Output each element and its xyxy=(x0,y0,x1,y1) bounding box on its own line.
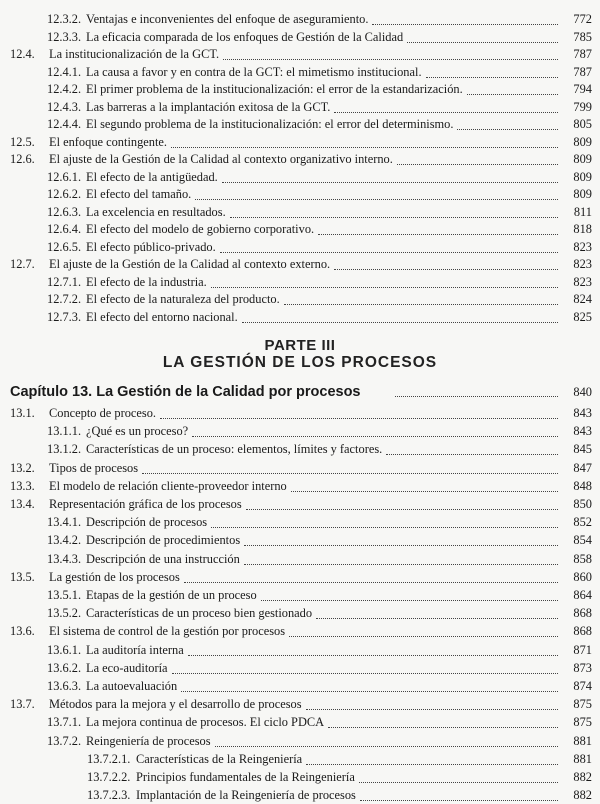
entry-number: 13.7.1. xyxy=(47,715,82,730)
entry-page-number: 809 xyxy=(573,187,592,201)
entry-title: La gestión de los procesos xyxy=(49,569,180,584)
entry-title: Descripción de procesos xyxy=(86,515,208,530)
entry-number: 12.6. xyxy=(10,152,35,166)
entry-title: Representación gráfica de los procesos xyxy=(49,497,242,511)
entry-number: 13.7.2.1. xyxy=(87,751,131,766)
entry-number: 13.7.2. xyxy=(47,733,82,748)
entry-number: 12.6.3. xyxy=(47,204,82,219)
entry-number: 13.6. xyxy=(10,624,35,639)
dot-leader xyxy=(181,673,558,692)
dot-leader xyxy=(246,491,558,510)
entry-number: 13.5.2. xyxy=(47,606,82,621)
dot-leader xyxy=(242,304,558,323)
dot-leader xyxy=(360,782,558,801)
dot-leader xyxy=(328,709,558,728)
dot-leader xyxy=(192,418,558,437)
entry-page-number: 845 xyxy=(573,442,592,457)
entry-title: Métodos para la mejora y el desarrollo de procesos xyxy=(49,697,302,712)
dot-leader xyxy=(171,129,558,148)
entry-number: 12.4.3. xyxy=(47,99,82,114)
entry-page-number: 874 xyxy=(573,679,592,693)
entry-title: Descripción de procedimientos xyxy=(86,533,241,548)
entry-page-number: 875 xyxy=(573,715,592,730)
dot-leader xyxy=(188,637,558,656)
dot-leader xyxy=(372,6,558,25)
entry-page-number: 794 xyxy=(573,82,592,96)
entry-number: 13.4. xyxy=(10,497,35,511)
entry-number: 13.7. xyxy=(10,697,35,712)
entry-page-number: 825 xyxy=(573,309,592,324)
dot-leader xyxy=(261,582,558,601)
dot-leader xyxy=(211,269,558,288)
chapter-page-number: 840 xyxy=(573,385,592,399)
entry-title: La mejora continua de procesos. El ciclo PDCA xyxy=(86,715,325,730)
entry-number: 13.7.2.3. xyxy=(87,788,131,803)
entry-number: 12.6.2. xyxy=(47,187,82,201)
entry-number: 13.3. xyxy=(10,478,35,493)
dot-leader xyxy=(318,216,558,235)
dot-leader xyxy=(184,564,558,583)
entry-number: 12.4.2. xyxy=(47,82,82,96)
entry-page-number: 854 xyxy=(573,533,592,548)
entry-title: La excelencia en resultados. xyxy=(86,204,226,219)
entry-number: 13.4.1. xyxy=(47,515,82,530)
entry-page-number: 881 xyxy=(573,751,592,766)
chapter-heading[interactable] xyxy=(0,382,600,402)
entry-title: El sistema de control de la gestión por procesos xyxy=(49,624,286,639)
entry-page-number: 824 xyxy=(573,292,592,306)
dot-leader xyxy=(244,546,558,565)
entry-number: 12.7. xyxy=(10,257,35,271)
dot-leader xyxy=(359,764,558,783)
entry-title: El ajuste de la Gestión de la Calidad al contexto externo. xyxy=(49,257,331,271)
toc-entry[interactable] xyxy=(0,786,600,804)
entry-title: El efecto público-privado. xyxy=(86,239,216,254)
entry-page-number: 772 xyxy=(573,12,592,26)
entry-page-number: 864 xyxy=(573,588,592,602)
entry-title: El enfoque contingente. xyxy=(49,134,168,149)
entry-title: El efecto de la naturaleza del producto. xyxy=(86,292,280,306)
chapter-title: Capítulo 13. La Gestión de la Calidad por procesos xyxy=(10,384,361,400)
dot-leader xyxy=(306,746,558,765)
dot-leader xyxy=(289,618,558,637)
entry-page-number: 847 xyxy=(573,460,592,475)
dot-leader xyxy=(211,509,558,528)
dot-leader xyxy=(457,111,558,130)
dot-leader xyxy=(316,600,558,619)
entry-number: 13.5. xyxy=(10,569,35,584)
entry-title: La institucionalización de la GCT. xyxy=(49,47,220,61)
entry-page-number: 843 xyxy=(573,424,592,439)
entry-title: Las barreras a la implantación exitosa de la GCT. xyxy=(86,99,331,114)
dot-leader xyxy=(222,164,558,183)
entry-page-number: 843 xyxy=(573,406,592,420)
entry-title: Tipos de procesos xyxy=(49,460,139,475)
dot-leader xyxy=(142,455,558,474)
entry-page-number: 858 xyxy=(573,551,592,566)
entry-title: Características de la Reingeniería xyxy=(136,751,303,766)
entry-page-number: 787 xyxy=(573,47,592,61)
entry-title: Descripción de una instrucción xyxy=(86,551,240,566)
dot-leader xyxy=(284,286,558,305)
entry-number: 13.6.2. xyxy=(47,660,82,675)
dot-leader xyxy=(244,527,558,546)
entry-title: El modelo de relación cliente-proveedor interno xyxy=(49,478,287,493)
entry-number: 13.1.1. xyxy=(47,424,82,439)
dot-leader xyxy=(223,41,558,60)
entry-number: 13.6.3. xyxy=(47,679,82,693)
dot-leader xyxy=(220,234,558,253)
dot-leader xyxy=(395,388,558,397)
entry-number: 12.6.4. xyxy=(47,222,82,236)
entry-page-number: 882 xyxy=(573,788,592,803)
entry-page-number: 809 xyxy=(573,152,592,166)
entry-page-number: 850 xyxy=(573,497,592,511)
entry-page-number: 799 xyxy=(573,99,592,114)
entry-title: Concepto de proceso. xyxy=(49,406,157,420)
entry-number: 12.7.2. xyxy=(47,292,82,306)
entry-page-number: 811 xyxy=(573,204,592,219)
toc-entry[interactable] xyxy=(0,308,600,326)
entry-page-number: 871 xyxy=(573,642,592,657)
entry-page-number: 787 xyxy=(573,64,592,79)
entry-number: 12.4.4. xyxy=(47,117,82,131)
dot-leader xyxy=(334,251,558,270)
entry-number: 13.1.2. xyxy=(47,442,82,457)
entry-number: 12.5. xyxy=(10,134,35,149)
entry-title: La eficacia comparada de los enfoques de Gestión de la Calidad xyxy=(86,29,404,44)
part-label: PARTE III xyxy=(264,337,336,354)
entry-page-number: 848 xyxy=(573,478,592,493)
entry-title: El efecto del modelo de gobierno corporativo. xyxy=(86,222,315,236)
entry-page-number: 809 xyxy=(573,169,592,184)
entry-number: 13.7.2.2. xyxy=(87,770,131,784)
dot-leader xyxy=(306,691,558,710)
dot-leader xyxy=(386,436,558,455)
dot-leader xyxy=(467,76,558,95)
dot-leader xyxy=(407,24,558,43)
entry-page-number: 823 xyxy=(573,274,592,289)
entry-page-number: 785 xyxy=(573,29,592,44)
entry-page-number: 875 xyxy=(573,697,592,712)
entry-number: 12.6.5. xyxy=(47,239,82,254)
entry-page-number: 868 xyxy=(573,606,592,621)
dot-leader xyxy=(230,199,558,218)
entry-title: La auditoría interna xyxy=(86,642,184,657)
dot-leader xyxy=(291,473,558,492)
entry-page-number: 823 xyxy=(573,239,592,254)
dot-leader xyxy=(397,146,558,165)
entry-number: 13.6.1. xyxy=(47,642,82,657)
entry-title: El efecto de la industria. xyxy=(86,274,207,289)
entry-title: Características de un proceso: elementos, límites y factores. xyxy=(86,442,383,457)
entry-title: ¿Qué es un proceso? xyxy=(86,424,189,439)
dot-leader xyxy=(215,728,558,747)
entry-number: 13.1. xyxy=(10,406,35,420)
entry-title: El efecto de la antigüedad. xyxy=(86,169,218,184)
entry-page-number: 823 xyxy=(573,257,592,271)
dot-leader xyxy=(195,181,558,200)
entry-page-number: 860 xyxy=(573,569,592,584)
entry-title: Ventajas e inconvenientes del enfoque de aseguramiento. xyxy=(86,12,369,26)
entry-title: La autoevaluación xyxy=(86,679,178,693)
entry-title: El segundo problema de la institucionalización: el error del determinismo. xyxy=(86,117,454,131)
entry-title: La causa a favor y en contra de la GCT: el mimetismo institucional. xyxy=(86,64,422,79)
entry-number: 12.6.1. xyxy=(47,169,82,184)
entry-title: Etapas de la gestión de un proceso xyxy=(86,588,257,602)
entry-number: 13.2. xyxy=(10,460,35,475)
dot-leader xyxy=(334,94,558,113)
entry-title: Implantación de la Reingeniería de procesos xyxy=(136,788,356,803)
entry-page-number: 882 xyxy=(573,770,592,784)
entry-number: 12.3.2. xyxy=(47,12,82,26)
entry-title: La eco-auditoría xyxy=(86,660,168,675)
entry-number: 13.5.1. xyxy=(47,588,82,602)
entry-page-number: 868 xyxy=(573,624,592,639)
entry-title: Reingeniería de procesos xyxy=(86,733,211,748)
entry-title: Características de un proceso bien gestionado xyxy=(86,606,313,621)
entry-page-number: 873 xyxy=(573,660,592,675)
entry-page-number: 809 xyxy=(573,134,592,149)
entry-title: El efecto del entorno nacional. xyxy=(86,309,238,324)
entry-number: 12.3.3. xyxy=(47,29,82,44)
entry-title: El efecto del tamaño. xyxy=(86,187,192,201)
entry-page-number: 805 xyxy=(573,117,592,131)
dot-leader xyxy=(160,400,558,419)
entry-number: 12.7.1. xyxy=(47,274,82,289)
entry-page-number: 881 xyxy=(573,733,592,748)
entry-number: 13.4.3. xyxy=(47,551,82,566)
entry-page-number: 818 xyxy=(573,222,592,236)
entry-number: 13.4.2. xyxy=(47,533,82,548)
part-title: LA GESTIÓN DE LOS PROCESOS xyxy=(162,354,438,371)
dot-leader xyxy=(426,59,558,78)
dot-leader xyxy=(172,655,558,674)
entry-page-number: 852 xyxy=(573,515,592,530)
entry-title: Principios fundamentales de la Reingeniería xyxy=(136,770,355,784)
entry-number: 12.4. xyxy=(10,47,35,61)
entry-title: El primer problema de la institucionalización: el error de la estandarización. xyxy=(86,82,463,96)
entry-number: 12.7.3. xyxy=(47,309,82,324)
entry-number: 12.4.1. xyxy=(47,64,82,79)
entry-title: El ajuste de la Gestión de la Calidad al contexto organizativo interno. xyxy=(49,152,393,166)
